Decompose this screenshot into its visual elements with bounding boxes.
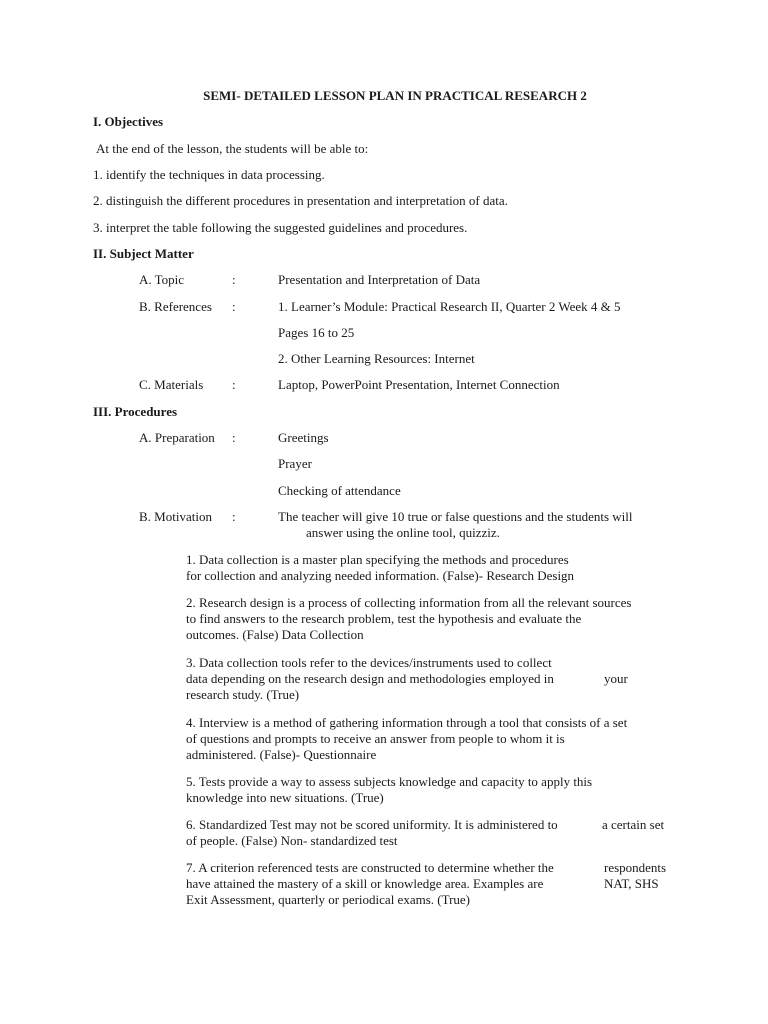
question-4-line-1: 4. Interview is a method of gathering information through a tool that consists of a set bbox=[186, 715, 628, 730]
reference-item-1: 1. Learner’s Module: Practical Research II, Quarter 2 Week 4 & 5 bbox=[278, 299, 621, 314]
question-4-line-2: of questions and prompts to receive an answer from people to whom it is bbox=[186, 731, 565, 746]
question-3 bbox=[186, 655, 686, 703]
question-2-line-2: to find answers to the research problem, test the hypothesis and evaluate the bbox=[186, 611, 582, 626]
question-7-line-1-text: 7. A criterion referenced tests are constructed to determine whether the bbox=[186, 860, 554, 875]
topic-colon: : bbox=[232, 272, 236, 287]
question-3-line-3: research study. (True) bbox=[186, 687, 300, 702]
question-6-line-1-tail: a certain set bbox=[602, 817, 665, 832]
subject-matter-heading: II. Subject Matter bbox=[93, 246, 194, 261]
question-7-line-1 bbox=[186, 860, 686, 876]
preparation-item-greetings: Greetings bbox=[278, 430, 329, 445]
reference-pages: Pages 16 to 25 bbox=[278, 325, 355, 340]
objectives-heading: I. Objectives bbox=[93, 114, 164, 129]
objective-item-2: 2. distinguish the different procedures in presentation and interpretation of data. bbox=[93, 193, 508, 208]
question-2-line-3: outcomes. (False) Data Collection bbox=[186, 627, 364, 642]
question-3-line-2-tail: your bbox=[604, 671, 628, 686]
references-colon: : bbox=[232, 299, 236, 314]
question-7-line-2-tail: NAT, SHS bbox=[604, 876, 659, 891]
objective-item-3: 3. interpret the table following the suggested guidelines and procedures. bbox=[93, 220, 468, 235]
question-1 bbox=[186, 552, 686, 584]
question-7 bbox=[186, 860, 686, 908]
references-label: B. References bbox=[139, 299, 212, 314]
preparation-label: A. Preparation bbox=[139, 430, 215, 445]
question-7-line-2-text: have attained the mastery of a skill or knowledge area. Examples are bbox=[186, 876, 544, 891]
question-3-line-1: 3. Data collection tools refer to the devices/instruments used to collect bbox=[186, 655, 552, 670]
question-6-line-2: of people. (False) Non- standardized test bbox=[186, 833, 398, 848]
reference-item-2: 2. Other Learning Resources: Internet bbox=[278, 351, 475, 366]
materials-colon: : bbox=[232, 377, 236, 392]
question-6-line-1 bbox=[186, 817, 686, 833]
materials-label: C. Materials bbox=[139, 377, 204, 392]
question-2-line-1: 2. Research design is a process of collecting information from all the relevant sources bbox=[186, 595, 632, 610]
preparation-item-attendance: Checking of attendance bbox=[278, 483, 401, 498]
objectives-intro: At the end of the lesson, the students will be able to: bbox=[96, 141, 369, 156]
document-title: SEMI- DETAILED LESSON PLAN IN PRACTICAL RESEARCH 2 bbox=[203, 88, 587, 103]
question-4-line-3: administered. (False)- Questionnaire bbox=[186, 747, 377, 762]
question-3-line-2-text: data depending on the research design and methodologies employed in bbox=[186, 671, 554, 686]
objective-item-1: 1. identify the techniques in data processing. bbox=[93, 167, 325, 182]
topic-label: A. Topic bbox=[139, 272, 185, 287]
question-5 bbox=[186, 774, 686, 806]
question-3-line-2 bbox=[186, 671, 686, 687]
question-4 bbox=[186, 715, 686, 763]
question-2 bbox=[186, 595, 686, 643]
motivation-label: B. Motivation bbox=[139, 509, 212, 524]
question-7-line-1-tail: respondents bbox=[604, 860, 667, 875]
question-5-line-2: knowledge into new situations. (True) bbox=[186, 790, 384, 805]
question-7-line-3: Exit Assessment, quarterly or periodical exams. (True) bbox=[186, 892, 471, 907]
question-6-line-1-text: 6. Standardized Test may not be scored uniformity. It is administered to bbox=[186, 817, 558, 832]
question-5-line-1: 5. Tests provide a way to assess subjects knowledge and capacity to apply this bbox=[186, 774, 593, 789]
question-1-line-1: 1. Data collection is a master plan specifying the methods and procedures bbox=[186, 552, 569, 567]
procedures-heading: III. Procedures bbox=[93, 404, 178, 419]
question-6 bbox=[186, 817, 686, 849]
motivation-line-1: The teacher will give 10 true or false questions and the students will bbox=[278, 509, 633, 524]
question-1-line-2: for collection and analyzing needed information. (False)- Research Design bbox=[186, 568, 575, 583]
question-7-line-2 bbox=[186, 876, 686, 892]
motivation-colon: : bbox=[232, 509, 236, 524]
preparation-colon: : bbox=[232, 430, 236, 445]
preparation-item-prayer: Prayer bbox=[278, 456, 312, 471]
motivation-line-2: answer using the online tool, quizziz. bbox=[306, 525, 500, 540]
materials-value: Laptop, PowerPoint Presentation, Internet Connection bbox=[278, 377, 560, 392]
topic-value: Presentation and Interpretation of Data bbox=[278, 272, 481, 287]
